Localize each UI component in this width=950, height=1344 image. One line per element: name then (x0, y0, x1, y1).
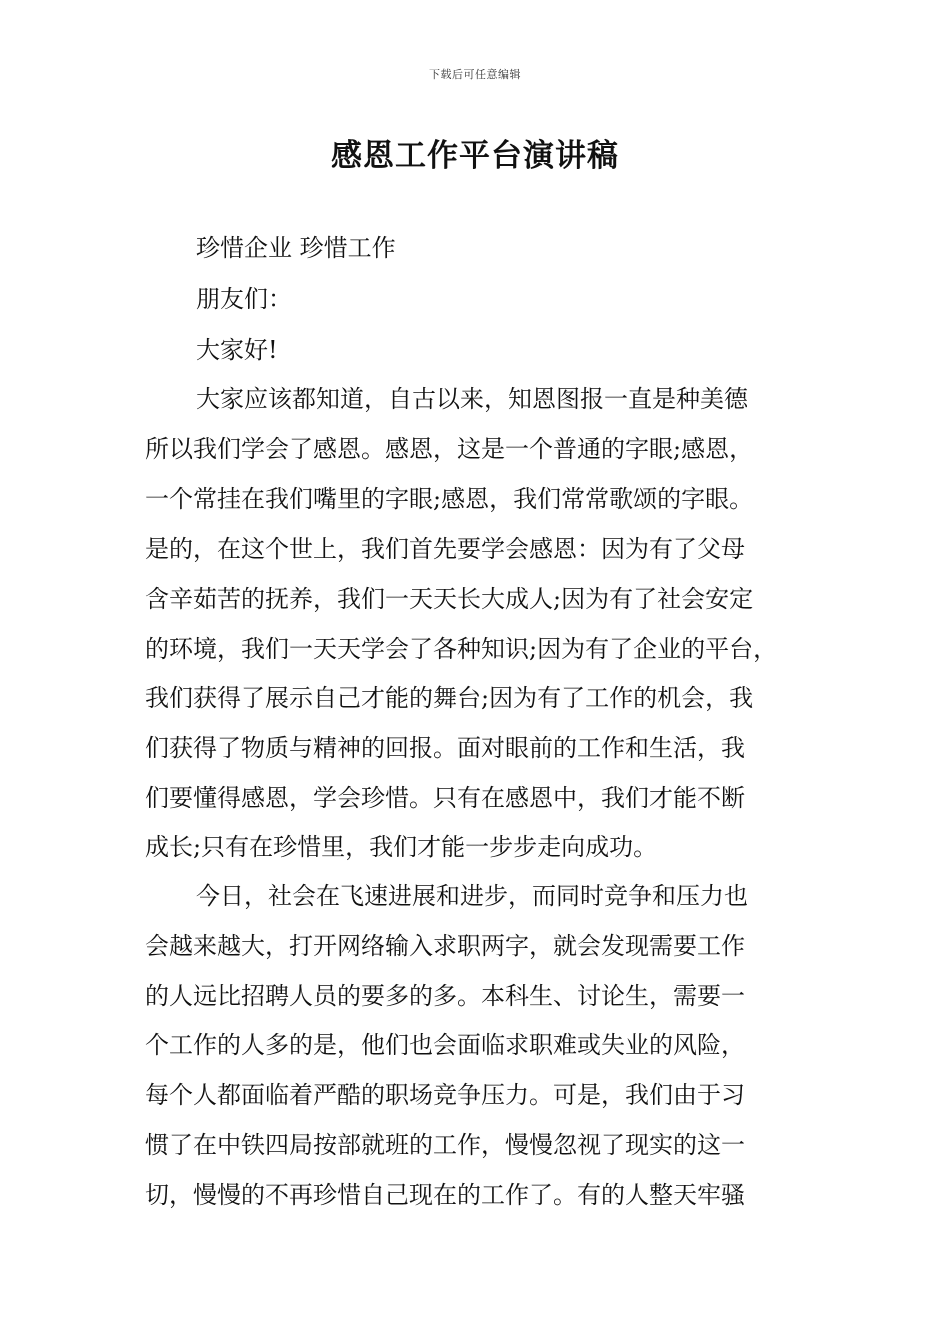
body-line: 我们获得了展示自己才能的舞台;因为有了工作的机会，我 (145, 684, 754, 712)
body-line: 惯了在中铁四局按部就班的工作，慢慢忽视了现实的这一 (145, 1131, 745, 1159)
body-line: 含辛茹苦的抚养，我们一天天长大成人;因为有了社会安定 (145, 585, 754, 613)
body-line: 大家好! (196, 336, 278, 364)
body-line: 是的，在这个世上，我们首先要学会感恩：因为有了父母 (145, 535, 745, 563)
document-title: 感恩工作平台演讲稿 (331, 138, 619, 174)
body-line: 的环境，我们一天天学会了各种知识;因为有了企业的平台， (145, 635, 778, 663)
body-line: 们获得了物质与精神的回报。面对眼前的工作和生活，我 (145, 734, 745, 762)
body-line: 每个人都面临着严酷的职场竞争压力。可是，我们由于习 (145, 1081, 745, 1109)
body-line: 个工作的人多的是，他们也会面临求职难或失业的风险， (145, 1031, 745, 1059)
body-line: 大家应该都知道，自古以来，知恩图报一直是种美德 (196, 385, 748, 413)
body-line: 一个常挂在我们嘴里的字眼;感恩，我们常常歌颂的字眼。 (145, 485, 754, 513)
body-line: 切，慢慢的不再珍惜自己现在的工作了。有的人整天牢骚 (145, 1181, 745, 1209)
header-note: 下载后可任意编辑 (429, 68, 521, 81)
body-line: 成长;只有在珍惜里，我们才能一步步走向成功。 (145, 833, 658, 861)
body-line: 所以我们学会了感恩。感恩，这是一个普通的字眼;感恩， (145, 435, 754, 463)
body-line: 朋友们： (196, 285, 292, 313)
body-line: 会越来越大，打开网络输入求职两字，就会发现需要工作 (145, 932, 745, 960)
body-line: 珍惜企业 珍惜工作 (196, 234, 396, 262)
body-line: 们要懂得感恩，学会珍惜。只有在感恩中，我们才能不断 (145, 784, 745, 812)
body-line: 今日，社会在飞速进展和进步，而同时竞争和压力也 (196, 882, 748, 910)
body-line: 的人远比招聘人员的要多的多。本科生、讨论生，需要一 (145, 982, 745, 1010)
